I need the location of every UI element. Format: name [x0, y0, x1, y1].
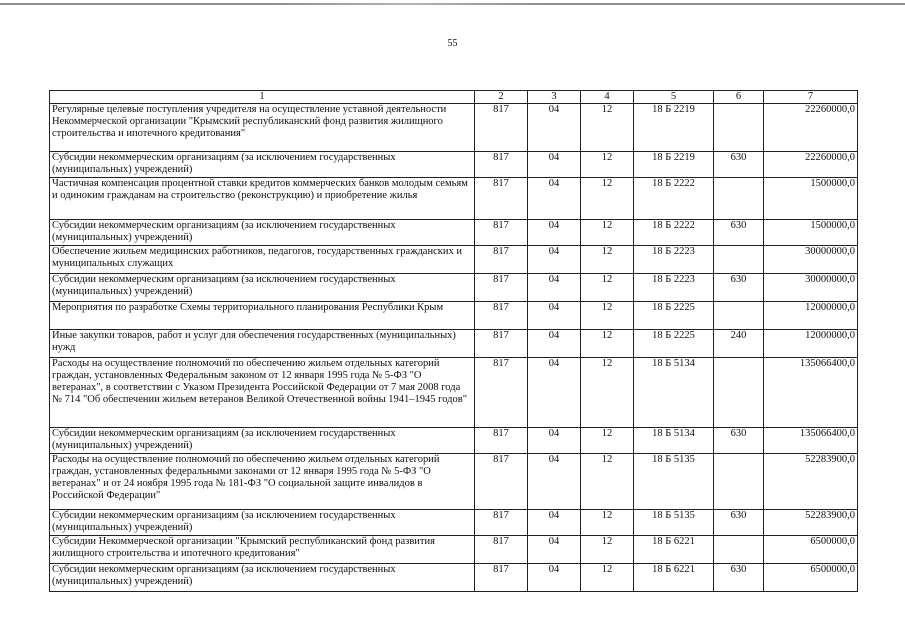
amount: 1500000,0 [764, 178, 858, 220]
subsection-code: 12 [581, 510, 634, 536]
header-cell: 7 [764, 91, 858, 104]
page-number: 55 [447, 38, 458, 49]
subsection-code: 12 [581, 152, 634, 178]
ministry-code: 817 [475, 536, 528, 564]
expense-type-code: 630 [714, 564, 764, 592]
ministry-code: 817 [475, 246, 528, 274]
target-article-code: 18 Б 2219 [634, 104, 714, 152]
amount: 12000000,0 [764, 302, 858, 330]
expense-type-code [714, 454, 764, 510]
expense-type-code [714, 302, 764, 330]
amount: 6500000,0 [764, 536, 858, 564]
subsection-code: 12 [581, 536, 634, 564]
section-code: 04 [528, 428, 581, 454]
subsection-code: 12 [581, 302, 634, 330]
ministry-code: 817 [475, 104, 528, 152]
expense-name: Субсидии Некоммерческой организации "Крымский республиканский фонд развития жилищного строительства и ипотечного кредитования" [50, 536, 475, 564]
ministry-code: 817 [475, 178, 528, 220]
expense-type-code: 630 [714, 220, 764, 246]
table-row [50, 564, 858, 592]
expense-name: Регулярные целевые поступления учредителя на осуществление уставной деятельности Некоммерческой организации "Крымский республиканский фонд развития жилищного строительства и ипотечного кредитования" [50, 104, 475, 152]
ministry-code: 817 [475, 358, 528, 428]
table-row [50, 428, 858, 454]
expense-name: Субсидии некоммерческим организациям (за исключением государственных (муниципальных) учреждений) [50, 564, 475, 592]
section-code: 04 [528, 564, 581, 592]
amount: 22260000,0 [764, 152, 858, 178]
expense-name: Субсидии некоммерческим организациям (за исключением государственных (муниципальных) учреждений) [50, 220, 475, 246]
header-row [50, 91, 858, 104]
expense-name: Мероприятия по разработке Схемы территориального планирования Республики Крым [50, 302, 475, 330]
expense-type-code [714, 178, 764, 220]
section-code: 04 [528, 302, 581, 330]
target-article-code: 18 Б 2223 [634, 246, 714, 274]
section-code: 04 [528, 152, 581, 178]
ministry-code: 817 [475, 428, 528, 454]
subsection-code: 12 [581, 246, 634, 274]
section-code: 04 [528, 104, 581, 152]
expense-type-code [714, 246, 764, 274]
header-cell: 4 [581, 91, 634, 104]
subsection-code: 12 [581, 178, 634, 220]
subsection-code: 12 [581, 104, 634, 152]
header-cell: 5 [634, 91, 714, 104]
expense-name: Расходы на осуществление полномочий по обеспечению жильем отдельных категорий граждан, установленных федеральными законами от 12 января 1995 года № 5-ФЗ "О ветеранах" и от 24 ноября 1995 года № 181-ФЗ "О социальной защите инвалидов в Российской Федерации" [50, 454, 475, 510]
ministry-code: 817 [475, 274, 528, 302]
ministry-code: 817 [475, 302, 528, 330]
table-row [50, 536, 858, 564]
expense-type-code: 630 [714, 152, 764, 178]
amount: 22260000,0 [764, 104, 858, 152]
target-article-code: 18 Б 2219 [634, 152, 714, 178]
target-article-code: 18 Б 6221 [634, 536, 714, 564]
table-row [50, 152, 858, 178]
expense-name: Обеспечение жильем медицинских работников, педагогов, государственных гражданских и муниципальных служащих [50, 246, 475, 274]
table-row [50, 330, 858, 358]
expense-name: Иные закупки товаров, работ и услуг для обеспечения государственных (муниципальных) нужд [50, 330, 475, 358]
amount: 1500000,0 [764, 220, 858, 246]
subsection-code: 12 [581, 564, 634, 592]
expense-type-code: 630 [714, 428, 764, 454]
expense-type-code [714, 536, 764, 564]
ministry-code: 817 [475, 152, 528, 178]
expense-type-code: 630 [714, 510, 764, 536]
amount: 135066400,0 [764, 428, 858, 454]
section-code: 04 [528, 330, 581, 358]
expense-type-code [714, 104, 764, 152]
expense-name: Субсидии некоммерческим организациям (за исключением государственных (муниципальных) учреждений) [50, 152, 475, 178]
target-article-code: 18 Б 2222 [634, 220, 714, 246]
target-article-code: 18 Б 2222 [634, 178, 714, 220]
ministry-code: 817 [475, 510, 528, 536]
subsection-code: 12 [581, 454, 634, 510]
amount: 6500000,0 [764, 564, 858, 592]
expense-name: Субсидии некоммерческим организациям (за исключением государственных (муниципальных) учреждений) [50, 274, 475, 302]
subsection-code: 12 [581, 220, 634, 246]
expense-type-code [714, 358, 764, 428]
target-article-code: 18 Б 2223 [634, 274, 714, 302]
section-code: 04 [528, 510, 581, 536]
subsection-code: 12 [581, 274, 634, 302]
table-row [50, 510, 858, 536]
target-article-code: 18 Б 5134 [634, 428, 714, 454]
header-cell: 2 [475, 91, 528, 104]
expense-name: Субсидии некоммерческим организациям (за исключением государственных (муниципальных) учреждений) [50, 428, 475, 454]
amount: 52283900,0 [764, 454, 858, 510]
section-code: 04 [528, 220, 581, 246]
table-row [50, 178, 858, 220]
expense-type-code: 630 [714, 274, 764, 302]
amount: 12000000,0 [764, 330, 858, 358]
section-code: 04 [528, 454, 581, 510]
budget-table [49, 90, 858, 592]
section-code: 04 [528, 274, 581, 302]
section-code: 04 [528, 178, 581, 220]
section-code: 04 [528, 358, 581, 428]
expense-type-code: 240 [714, 330, 764, 358]
table-row [50, 246, 858, 274]
amount: 30000000,0 [764, 274, 858, 302]
expense-name: Частичная компенсация процентной ставки кредитов коммерческих банков молодым семьям и одиноким гражданам на строительство (реконструкцию) и приобретение жилья [50, 178, 475, 220]
ministry-code: 817 [475, 330, 528, 358]
target-article-code: 18 Б 5134 [634, 358, 714, 428]
table-row [50, 104, 858, 152]
table-row [50, 358, 858, 428]
table-row [50, 220, 858, 246]
expense-name: Расходы на осуществление полномочий по обеспечению жильем отдельных категорий граждан, установленных Федеральным законом от 12 января 1995 года № 5-ФЗ "О ветеранах", в соответствии с Указом Президента Российской Федерации от 7 мая 2008 года № 714 "Об обеспечении жильем ветеранов Великой Отечественной войны 1941–1945 годов" [50, 358, 475, 428]
subsection-code: 12 [581, 428, 634, 454]
ministry-code: 817 [475, 564, 528, 592]
section-code: 04 [528, 536, 581, 564]
subsection-code: 12 [581, 330, 634, 358]
target-article-code: 18 Б 5135 [634, 454, 714, 510]
header-cell: 6 [714, 91, 764, 104]
table-row [50, 454, 858, 510]
target-article-code: 18 Б 2225 [634, 330, 714, 358]
expense-name: Субсидии некоммерческим организациям (за исключением государственных (муниципальных) учреждений) [50, 510, 475, 536]
scan-edge [0, 3, 905, 5]
section-code: 04 [528, 246, 581, 274]
subsection-code: 12 [581, 358, 634, 428]
header-cell: 3 [528, 91, 581, 104]
target-article-code: 18 Б 6221 [634, 564, 714, 592]
amount: 30000000,0 [764, 246, 858, 274]
table-row [50, 274, 858, 302]
table-row [50, 302, 858, 330]
target-article-code: 18 Б 5135 [634, 510, 714, 536]
amount: 52283900,0 [764, 510, 858, 536]
amount: 135066400,0 [764, 358, 858, 428]
target-article-code: 18 Б 2225 [634, 302, 714, 330]
header-cell: 1 [50, 91, 475, 104]
ministry-code: 817 [475, 220, 528, 246]
ministry-code: 817 [475, 454, 528, 510]
